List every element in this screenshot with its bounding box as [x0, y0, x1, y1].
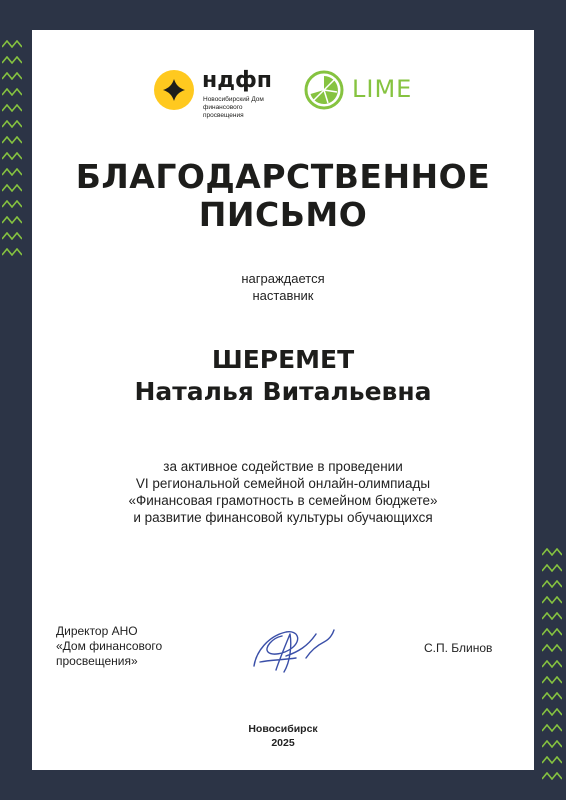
chevron-pattern-icon	[2, 104, 24, 114]
chevron-pattern-icon	[2, 248, 24, 258]
chevron-pattern-icon	[542, 756, 564, 766]
chevron-pattern-icon	[542, 660, 564, 670]
recipient-given-names: Наталья Витальевна	[134, 377, 432, 406]
chevron-pattern-icon	[2, 88, 24, 98]
chevron-pattern-icon	[542, 772, 564, 782]
chevron-pattern-icon	[542, 740, 564, 750]
ndfp-logo-name: ндфп	[202, 68, 272, 93]
chevron-pattern-icon	[542, 708, 564, 718]
director-line: просвещения»	[56, 654, 138, 668]
chevron-pattern-icon	[542, 564, 564, 574]
ndfp-logo-icon	[154, 70, 194, 110]
logos-row	[32, 66, 534, 119]
chevron-pattern-icon	[2, 232, 24, 242]
chevron-pattern-icon	[2, 168, 24, 178]
awarded-line: награждается	[241, 271, 325, 286]
chevron-pattern-icon	[2, 152, 24, 162]
chevron-pattern-icon	[542, 692, 564, 702]
certificate-sheet	[32, 30, 534, 770]
reason-text	[32, 458, 534, 526]
recipient-surname: ШЕРЕМЕТ	[211, 345, 355, 374]
director-title	[56, 624, 162, 669]
chevron-pattern-icon	[2, 184, 24, 194]
reason-line: и развитие финансовой культуры обучающихся	[133, 510, 433, 525]
signature-image	[246, 622, 338, 676]
lime-logo-name: LIME	[352, 75, 413, 103]
document-title	[32, 158, 534, 234]
awarded-line: наставник	[252, 288, 314, 303]
awarded-text	[32, 270, 534, 304]
title-line: БЛАГОДАРСТВЕННОЕ	[75, 157, 491, 196]
lime-logo	[304, 66, 424, 114]
ndfp-logo	[154, 66, 284, 119]
chevron-pattern-icon	[542, 628, 564, 638]
chevron-pattern-icon	[542, 596, 564, 606]
place-and-year	[32, 722, 534, 750]
chevron-pattern-icon	[542, 612, 564, 622]
reason-line: VI региональной семейной онлайн-олимпиады	[135, 476, 431, 491]
chevron-pattern-icon	[542, 724, 564, 734]
chevron-pattern-icon	[542, 548, 564, 558]
chevron-pattern-icon	[2, 72, 24, 82]
chevron-pattern-icon	[2, 56, 24, 66]
signer-name: С.П. Блинов	[424, 641, 493, 655]
lime-logo-icon	[304, 70, 344, 110]
director-line: Директор АНО	[56, 624, 138, 638]
reason-line: за активное содействие в проведении	[163, 459, 403, 474]
chevron-pattern-icon	[2, 216, 24, 226]
reason-line: «Финансовая грамотность в семейном бюджете»	[128, 493, 438, 508]
chevron-pattern-icon	[2, 120, 24, 130]
ndfp-logo-subtitle: Новосибирский Дом финансового просвещения	[203, 96, 264, 119]
director-line: «Дом финансового	[56, 639, 163, 653]
recipient-name	[32, 344, 534, 408]
chevron-pattern-icon	[542, 676, 564, 686]
chevron-pattern-icon	[2, 200, 24, 210]
chevron-pattern-icon	[542, 580, 564, 590]
chevron-pattern-icon	[2, 40, 24, 50]
chevron-pattern-icon	[542, 644, 564, 654]
chevron-pattern-icon	[2, 136, 24, 146]
year: 2025	[271, 737, 295, 749]
city: Новосибирск	[248, 723, 318, 735]
title-line: ПИСЬМО	[198, 195, 368, 234]
